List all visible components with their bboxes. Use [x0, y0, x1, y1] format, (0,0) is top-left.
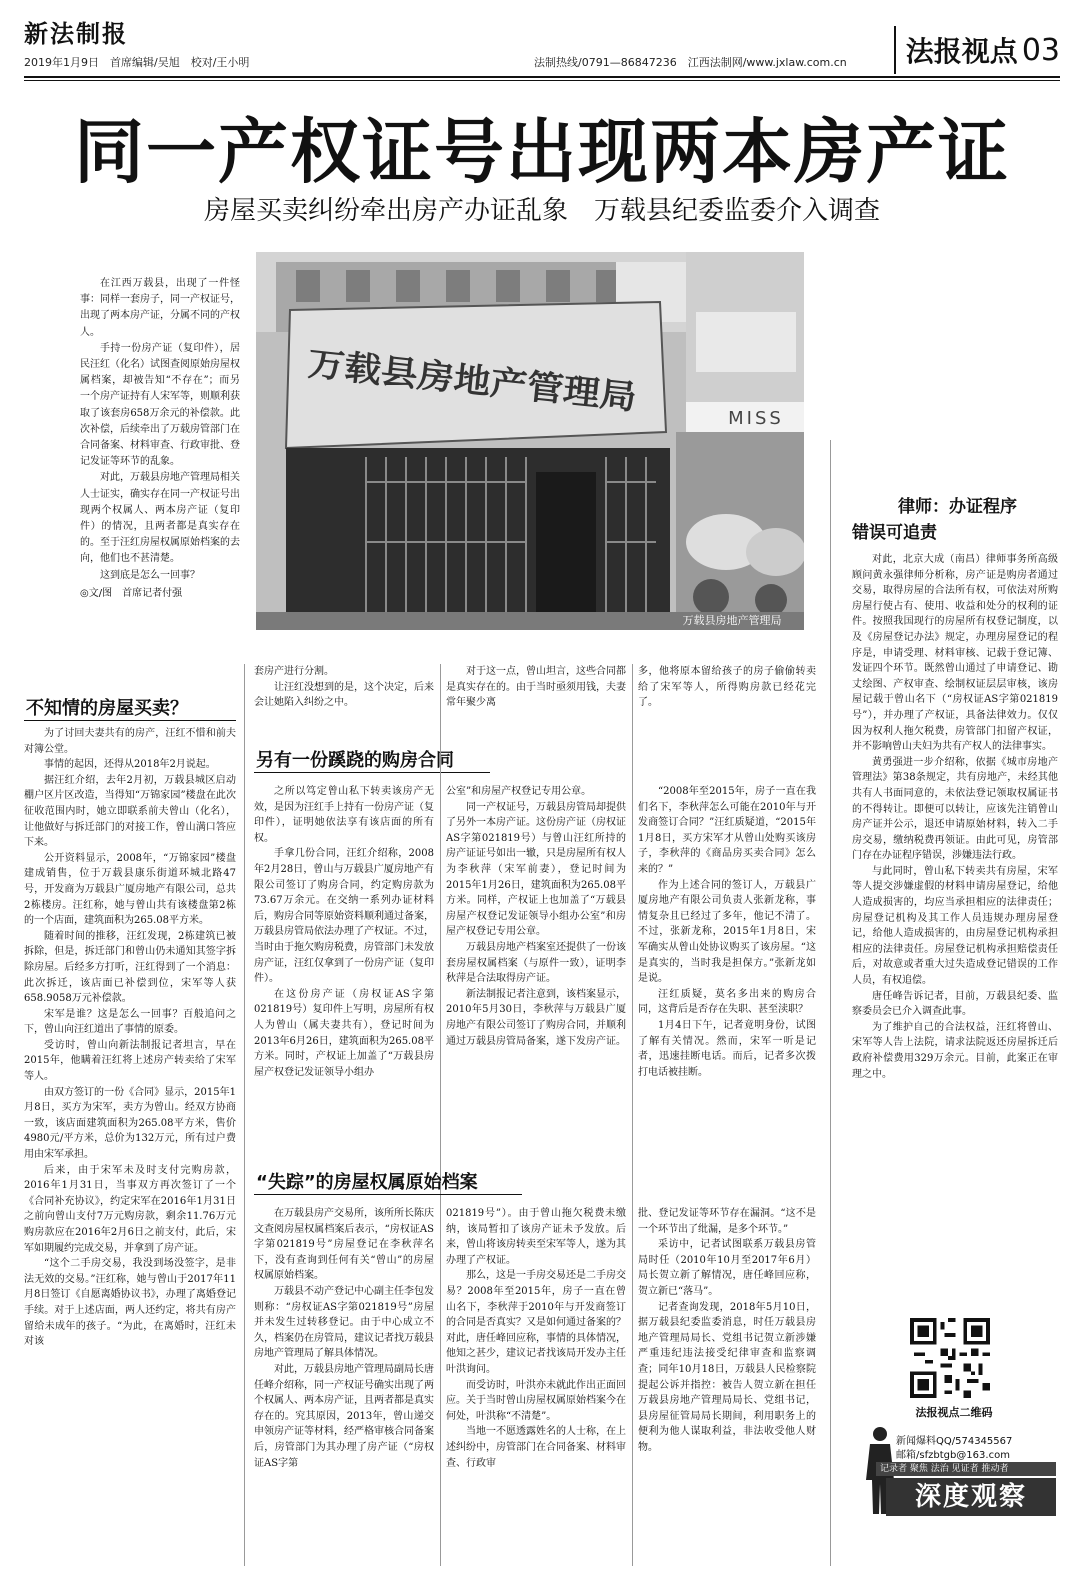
paragraph: 套房产进行分割。 — [254, 666, 334, 677]
section-heading-lawyer-line2: 错误可追责 — [852, 523, 937, 543]
page-number: 03 — [1021, 32, 1060, 68]
hotline-qq: 新闻爆料QQ/574345567 — [896, 1436, 1013, 1447]
section-heading-unknowing-sale: 不知情的房屋买卖？ — [26, 698, 188, 719]
paragraph: 作为上述合同的签订人，万载县广厦房地产有限公司负责人张新龙称，事情复杂且已经过了多年，他记不清了。不过，张新龙称，2015年1月8日，宋军确实从曾山处协议购买了该房屋。“这是真实的，当时我是担保方。”张新龙如是说。 — [638, 879, 816, 985]
paragraph: 在万载县房产交易所，该所所长陈庆文查阅房屋权属档案后表示，“房权证AS字第021819号”房屋登记在李秋萍名下，没有查询到任何有关“曾山”的房屋权属原始档案。 — [254, 1208, 434, 1282]
paragraph: 那么，这是一手房交易还是二手房交易？2008年至2015年，房子一直在曾山名下，李秋萍于2010年与开发商签订的合同是否真实？又是如何通过备案的？对此，唐任峰回应称，事情的具体情况，他知之甚少，建议记者找该局开发办主任叶洪询问。 — [446, 1270, 626, 1375]
column-section3-a — [254, 1206, 434, 1568]
paragraph: 受访时，曾山向新法制报记者坦言，早在2015年，他瞒着汪红将上述房产转卖给了宋军等人。 — [24, 1039, 236, 1083]
column-section3-c — [638, 1206, 816, 1568]
section-rule — [24, 720, 236, 721]
masthead-rule — [24, 76, 1060, 78]
column-divider — [830, 440, 831, 1566]
paragraph: 与此同时，曾山私下转卖共有房屋，宋军等人提交涉嫌虚假的材料申请房屋登记，给他人造成损害的，均应当承担相应的法律责任；房屋登记机构及其工作人员违规办理房屋登记，给他人造成损害的，由房屋登记机构承担相应的法律责任。房屋登记机构承担赔偿责任后，对故意或者重大过失造成登记错误的工作人员，有权追偿。 — [852, 865, 1058, 987]
paragraph: 公开资料显示，2008年，“万锦家园”楼盘建成销售，位于万载县康乐街道环城北路47号，开发商为万载县广厦房地产有限公司，总共2栋楼房。汪红称，她与曾山共有该楼盘第2栋的一个店面，建筑面积为265.08平方米。 — [24, 852, 236, 927]
photo-caption: 万载县房地产管理局 — [682, 614, 782, 627]
paragraph: 多，他将原本留给孩子的房子偷偷转卖给了宋军等人，所得购房款已经花完了。 — [638, 666, 816, 709]
paragraph: 后来，由于宋军未及时支付完购房款，2016年1月31日，当事双方再次签订了一个《合同补充协议》，约定宋军在2016年1月31日之前向曾山支付7万元购房款，剩余11.76万元购房款应在2016年2月6日之前支付，此后，宋军如期履约完成交易，并拿到了房产证。 — [24, 1164, 236, 1254]
column-section2-c — [638, 784, 816, 1144]
deep-observation-label: 深度观察 — [886, 1478, 1056, 1516]
paragraph: 唐任峰告诉记者，目前，万载县纪委、监察委员会已介入调查此事。 — [852, 990, 1058, 1018]
lead-paragraph: 对此，万载县房地产管理局相关人士证实，确实存在同一产权证号出现两个权属人、两本房产证（复印件）的情况，且两者都是真实存在的。至于汪红房屋权属原始档案的去向，他们也不甚清楚。 — [80, 472, 240, 565]
paragraph: 为了讨回夫妻共有的房产，汪红不惜和前夫对簿公堂。 — [24, 728, 236, 755]
paragraph: “2008年至2015年，房子一直在我们名下，李秋萍怎么可能在2010年与开发商签订合同？”汪红质疑道，“2015年1月8日，买方宋军才从曾山处购买该房子，李秋萍的《商品房买卖合同》怎么来的？” — [638, 786, 816, 875]
qr-code-icon — [910, 1318, 990, 1398]
hotline-email: 邮箱/sfzbtgb@163.com — [896, 1450, 1010, 1461]
paragraph: 021819号”）。由于曾山拖欠税费未缴纳，该局暂扣了该房产证未予发放。后来，曾山将该房转卖至宋军等人，遂为其办理了产权证。 — [446, 1208, 626, 1266]
paragraph: 黄勇强进一步介绍称，依据《城市房地产管理法》第38条规定，共有房地产，未经其他共有人书面同意的，未依法登记领取权属证书的不得转让。即便可以转让，应该先注销曾山房产证并公示，退还申请原始材料，转入二手房交易，缴纳税费再领证。由此可见，房管部门存在办证程序错误，涉嫌违法行政。 — [852, 756, 1058, 862]
paragraph: 汪红质疑，莫名多出来的购房合同，这背后是否存在失职、甚至渎职？ — [638, 988, 816, 1016]
masthead — [24, 14, 1060, 78]
section-rule — [254, 1194, 522, 1195]
column-continuation — [638, 664, 816, 714]
byline: ◎文/图 首席记者付强 — [80, 587, 183, 599]
lead-paragraph: 在江西万载县，出现了一件怪事：同样一套房子，同一产权证号，出现了两本房产证，分属不同的产权人。 — [80, 278, 240, 338]
column-section3-b — [446, 1206, 626, 1568]
lead-text — [80, 276, 240, 602]
paragraph: 对于这一点，曾山坦言，这些合同都是真实存在的。由于当时亟须用钱，夫妻常年聚少离 — [446, 666, 626, 709]
section-heading-missing-archive: “失踪”的房屋权属原始档案 — [256, 1172, 478, 1193]
paragraph: 手拿几份合同，汪红介绍称，2008年2月28日，曾山与万载县广厦房地产有限公司签订了购房合同，约定购房款为73.67万余元。在交纳一系列办证材料后，购房合同等原始资料顺利通过备案，万载县房管局依法办理了产权证。不过，当时由于拖欠购房税费，房管部门未发放房产证，汪红仅拿到了一份房产证（复印件）。 — [254, 848, 434, 985]
paragraph: 让汪红没想到的是，这个决定，后来会让她陷入纠纷之中。 — [254, 681, 434, 709]
section-label — [894, 26, 1060, 74]
paragraph: 对此，北京大成（南昌）律师事务所高级顾问黄永强律师分析称，房产证是购房者通过交易，取得房屋的合法所有权，可依法对所购房屋行使占有、使用、收益和处分的权利的证件。按照我国现行的房屋所有权登记制度，以及《房屋登记办法》规定，办理房屋登记的程序是，申请受理、材料审核、记载于登记簿、发证四个环节。既然曾山通过了申请登记、勘丈绘图、产权审查、绘制权证层层审核，该房屋记载于曾山名下（“房权证AS字第021819号”），并办理了产权证，具备法律效力。仅仅因为权利人拖欠税费，房管部门扣留产权证，并不影响曾山夫妇为共有产权人的法律事实。 — [852, 554, 1058, 753]
paragraph: 万载县房地产档案室还提供了一份该套房屋权属档案（与原件一致），证明李秋萍是合法取得房产证。 — [446, 941, 626, 985]
lead-paragraph: 手持一份房产证（复印件），居民汪红（化名）试图查阅原始房屋权属档案，却被告知“不存在”；而另一个房产证持有人宋军等，则顺利获取了该套房658万余元的补偿款。此次补偿，后续牵出了万载房管部门在合同备案、材料审查、行政审批、登记发证等环节的乱象。 — [80, 342, 240, 468]
column-divider — [244, 664, 245, 1566]
paragraph: 记者查询发现，2018年5月10日，据万载县纪委监委消息，时任万载县房地产管理局局长、党组书记贺立新涉嫌严重违纪违法接受纪律审查和监察调查；同年10月18日，万载县人民检察院提起公诉并指控：被告人贺立新在担任万载县房地产管理局局长、党组书记，县房屋征管局局长期间，利用职务上的便利为他人谋取利益，非法收受他人财物。 — [638, 1301, 816, 1453]
paragraph: 对此，万载县房地产管理局副局长唐任峰介绍称，同一产权证号确实出现了两个权属人、两本房产证，且两者都是真实存在的。究其原因，2013年，曾山递交申领房产证等材料，经严格审核合同备案后，房管部门为其办理了房产证（“房权证AS字第 — [254, 1363, 434, 1469]
paragraph: 而受访时，叶洪亦未就此作出正面回应。关于当时曾山房屋权属原始档案今在何处，叶洪称“不清楚”。 — [446, 1379, 626, 1422]
section-heading-suspicious-contract: 另有一份蹊跷的购房合同 — [256, 750, 454, 771]
site-line: 法制热线/0791—86847236 江西法制网/www.jxlaw.com.cn — [534, 56, 847, 69]
building-sign: 万载县房地产管理局 — [305, 343, 615, 416]
paragraph: 采访中，记者试图联系万载县房管局时任（2010年10月至2017年6月）局长贺立新了解情况，唐任峰回应称，贺立新已“落马”。 — [638, 1239, 816, 1297]
lead-paragraph: 这到底是怎么一回事？ — [100, 569, 200, 581]
paragraph: 1月4日下午，记者竟明身份，试图了解有关情况。然而，宋军一听是记者，迅速挂断电话。而后，记者多次拨打电话被挂断。 — [638, 1019, 816, 1078]
masthead-rule-thin — [24, 80, 1060, 81]
paragraph: 据汪红介绍，去年2月初，万载县城区启动棚户区片区改造，当得知“万锦家园”楼盘在此次征收范围内时，她立即联系前夫曾山（化名），让他做好与拆迁部门的对接工作，曾山满口答应下来。 — [24, 774, 236, 849]
column-continuation — [446, 664, 626, 714]
paragraph: 为了维护自己的合法权益，汪红将曾山、宋军等人告上法院，请求法院返还房屋拆迁后政府补偿费用329万余元。目前，此案正在审理之中。 — [852, 1021, 1058, 1080]
section-name: 法报视点 — [905, 35, 1018, 68]
paragraph: 宋军是谁？这是怎么一回事？百般追问之下，曾山向汪红道出了事情的原委。 — [24, 1008, 236, 1036]
paragraph: 万载县不动产登记中心副主任李包发则称：“房权证AS字第021819号”房屋并未发生过转移登记。由于中心成立不久，档案仍在房管局，建议记者找万载县房地产管理局了解具体情况。 — [254, 1285, 434, 1360]
section-rule — [254, 772, 490, 773]
paragraph: 随着时间的推移，汪红发现，2栋建筑已被拆除，但是，拆迁部门和曾山仍未通知其签字拆除房屋。后经多方打听，汪红得到了一个消息：此次拆迁，该店面已补偿到位，宋军等人获658.9058万元补偿款。 — [24, 930, 236, 1005]
column-section4 — [852, 552, 1058, 1312]
paragraph: 公室”和房屋产权登记专用公章。 — [446, 786, 592, 797]
hotline-banner: 记录者 聚焦 法治 见证者 推动者 — [876, 1462, 1056, 1476]
news-hotline-box — [860, 1424, 1056, 1520]
column-section1 — [24, 726, 236, 1566]
headline: 同一产权证号出现两本房产证 — [74, 111, 1010, 193]
paragraph: 批、登记发证等环节存在漏洞。“这不是一个环节出了纰漏，是多个环节。” — [638, 1208, 816, 1235]
paragraph: “这个二手房交易，我没到场没签字，是非法无效的交易。”汪红称，她与曾山于2017年11月8日签订《自愿离婚协议书》，办理了离婚登记手续。对于上述店面，两人还约定，将共有房产留给未成年的孩子。“为此，在离婚时，汪红未对该 — [24, 1258, 236, 1348]
paragraph: 当地一不愿透露姓名的人士称，在上述纠纷中，房管部门在合同备案、材料审查、行政审 — [446, 1426, 626, 1469]
paragraph: 新法制报记者注意到，该档案显示，2010年5月30日，李秋萍与万载县广厦房地产有限公司签订了购房合同，并顺利通过万载县房管局备案，遂下发房产证。 — [446, 988, 626, 1047]
column-section2-b — [446, 784, 626, 1144]
paragraph: 事情的起因，还得从2018年2月说起。 — [44, 759, 216, 771]
section-heading-lawyer: 律师：办证程序 — [898, 497, 1017, 517]
column-section2-a — [254, 784, 434, 1144]
qr-label: 法报视点二维码 — [915, 1406, 993, 1419]
paragraph: 由双方签订的一份《合同》显示，2015年1月8日，买方为宋军，卖方为曾山。经双方协商一致，该店面建筑面积为265.08平方米，售价4980元/平方米，总价为132万元，所有过户费用由宋军承担。 — [24, 1086, 236, 1161]
paragraph: 同一产权证号，万载县房管局却提供了另外一本房产证。这份房产证（房权证AS字第021819号）与曾山汪红所持的房产证证号如出一辙，只是房屋所有权人为李秋萍（宋军前妻），登记时间为2015年1月26日，建筑面积为265.08平方米。同样，产权证上也加盖了“万载县房屋产权登记发证领导小组办公室”和房屋产权登记专用公章。 — [446, 801, 626, 938]
building-photo — [256, 252, 804, 630]
column-divider — [440, 664, 441, 1566]
paragraph: 在这份房产证（房权证AS字第021819号）复印件上写明，房屋所有权人为曾山（属夫妻共有），登记时间为2013年6月26日，建筑面积为265.08平方米。同时，产权证上加盖了“万载县房屋产权登记发证领导小组办 — [254, 988, 434, 1078]
paper-name: 新法制报 — [24, 19, 128, 48]
column-continuation — [254, 664, 434, 714]
publication-line: 2019年1月9日 首席编辑/吴旭 校对/王小明 — [24, 56, 250, 69]
shop-sign: MISS — [728, 408, 784, 429]
subheadline: 房屋买卖纠纷牵出房产办证乱象 万载县纪委监委介入调查 — [203, 196, 880, 226]
paragraph: 之所以笃定曾山私下转卖该房产无效，是因为汪红手上持有一份房产证（复印件），证明她依法享有该店面的所有权。 — [254, 786, 434, 844]
column-divider — [632, 664, 633, 1566]
